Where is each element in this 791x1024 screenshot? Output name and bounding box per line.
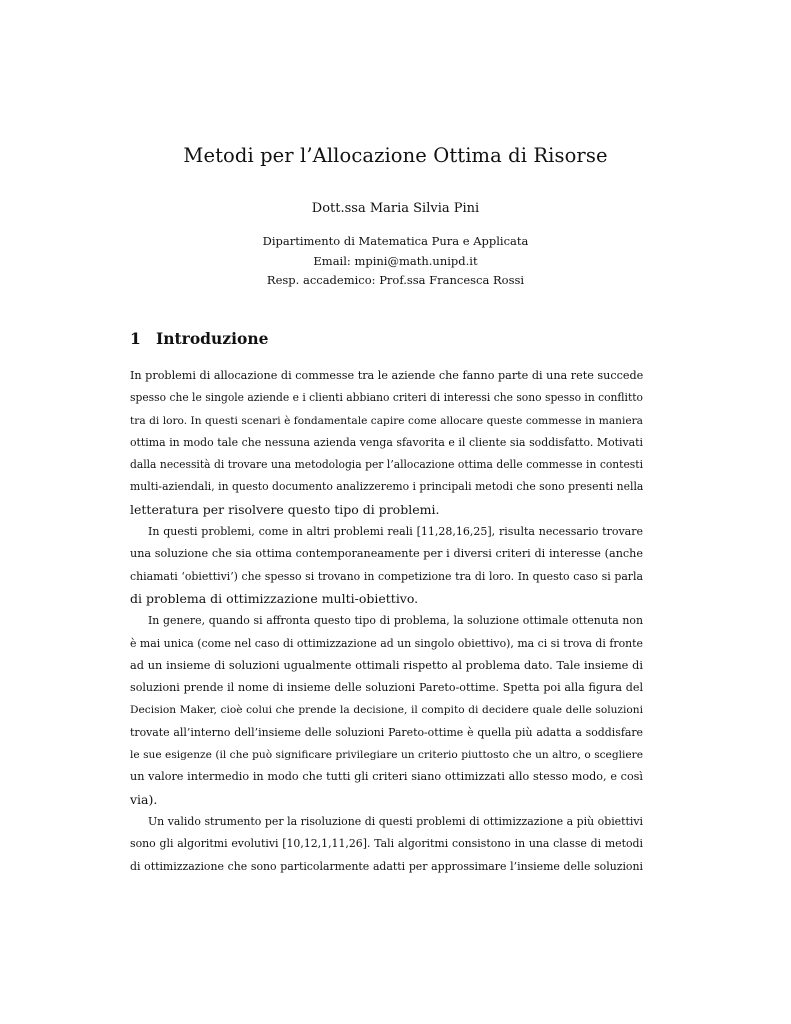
text-line: letteratura per risolvere questo tipo di problemi. xyxy=(130,501,440,517)
author-name: Dott.ssa Maria Silvia Pini xyxy=(311,201,480,216)
text-line: sono gli algoritmi evolutivi [10,12,1,11,26]. Tali algoritmi consistono in una classe di metodi xyxy=(130,837,643,851)
text-line: una soluzione che sia ottima contemporaneamente per i diversi criteri di interesse (anche xyxy=(130,547,643,561)
paragraph xyxy=(130,365,643,521)
text-line: ottima in modo tale che nessuna azienda venga sfavorita e il cliente sia soddisfatto. Motivati xyxy=(130,435,643,449)
paragraph xyxy=(130,521,643,610)
paragraph xyxy=(130,610,643,811)
paragraph xyxy=(130,811,643,878)
text-line: soluzioni prende il nome di insieme delle soluzioni Pareto-ottime. Spetta poi alla figura del xyxy=(130,681,643,695)
text-line: spesso che le singole aziende e i clienti abbiano criteri di interessi che sono spesso in conflitto xyxy=(130,391,643,405)
text-line: via). xyxy=(130,791,158,807)
affiliation-department: Dipartimento di Matematica Pura e Applicata xyxy=(262,234,529,248)
text-line: dalla necessità di trovare una metodologia per l’allocazione ottima delle commesse in contesti xyxy=(130,458,643,472)
affiliation-supervisor: Resp. accademico: Prof.ssa Francesca Rossi xyxy=(266,273,525,287)
affiliation-email: Email: mpini@math.unipd.it xyxy=(313,253,478,268)
section-heading xyxy=(130,329,268,348)
text-line: un valore intermedio in modo che tutti gli criteri siano ottimizzati allo stesso modo, e così xyxy=(130,770,643,784)
text-line: di ottimizzazione che sono particolarmente adatti per approssimare l’insieme delle soluzioni xyxy=(130,859,643,873)
section-number: 1 xyxy=(130,329,141,348)
text-line: In problemi di allocazione di commesse tra le aziende che fanno parte di una rete succede xyxy=(130,369,644,382)
paper-title: Metodi per l’Allocazione Ottima di Risorse xyxy=(183,144,608,167)
text-line: trovate all’interno dell’insieme delle soluzioni Pareto-ottime è quella più adatta a soddisfare xyxy=(130,725,643,739)
text-line: di problema di ottimizzazione multi-obiettivo. xyxy=(130,590,419,606)
text-line: Un valido strumento per la risoluzione di questi problemi di ottimizzazione a più obiettivi xyxy=(148,814,643,828)
text-line: tra di loro. In questi scenari è fondamentale capire come allocare queste commesse in maniera xyxy=(130,414,643,427)
text-line: In genere, quando si affronta questo tipo di problema, la soluzione ottimale ottenuta non xyxy=(148,614,643,628)
text-line: ad un insieme di soluzioni ugualmente ottimali rispetto al problema dato. Tale insieme di xyxy=(130,658,643,672)
body-text xyxy=(130,365,643,878)
text-line: multi-aziendali, in questo documento analizzeremo i principali metodi che sono presenti nella xyxy=(130,480,644,494)
text-line: è mai unica (come nel caso di ottimizzazione ad un singolo obiettivo), ma ci si trova di fronte xyxy=(130,636,643,650)
section-title: Introduzione xyxy=(156,329,269,348)
text-line: In questi problemi, come in altri problemi reali [11,28,16,25], risulta necessario trovare xyxy=(148,525,643,539)
text-line: le sue esigenze (il che può significare privilegiare un criterio piuttosto che un altro, o scegliere xyxy=(130,749,643,762)
text-line: chiamati ‘obiettivi’) che spesso si trovano in competizione tra di loro. In questo caso si parla xyxy=(130,569,643,583)
text-line: Decision Maker, cioè colui che prende la decisione, il compito di decidere quale delle soluzioni xyxy=(130,704,643,717)
